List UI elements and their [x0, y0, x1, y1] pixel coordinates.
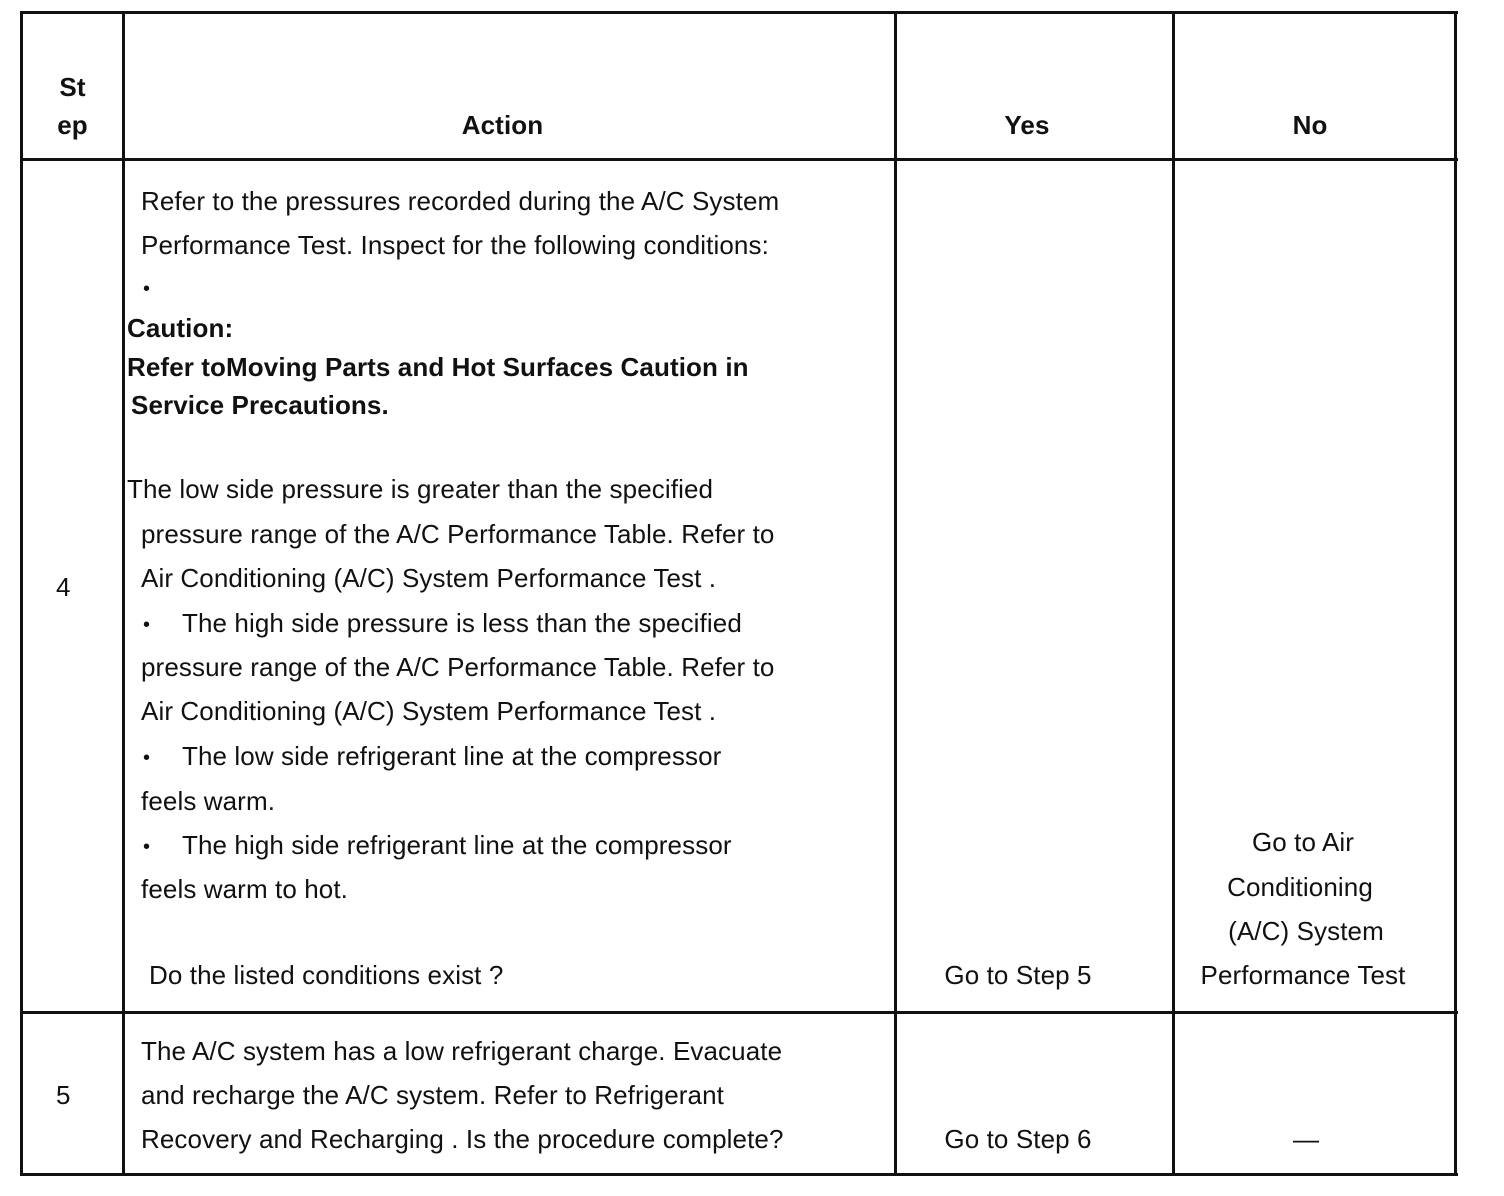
row-4-no-line4: Performance Test [1200, 960, 1406, 990]
row-4-cond3-bullet: • [143, 747, 151, 769]
row-4-cond3-line2: feels warm. [141, 786, 276, 816]
column-divider-yes [1172, 11, 1175, 1176]
row-4-cond2-line2: pressure range of the A/C Performance Table. Refer to [141, 652, 775, 682]
row-4-cond2-bullet: • [143, 614, 151, 636]
row-4-cond4-line1: The high side refrigerant line at the compressor [182, 830, 732, 860]
table-border-bottom [20, 1173, 1458, 1176]
header-step-line1: St [59, 72, 86, 102]
row-4-cond1-line3: Air Conditioning (A/C) System Performance Test . [141, 563, 717, 593]
row-4-caution-line2: Service Precautions. [131, 390, 389, 420]
header-yes: Yes [1004, 110, 1050, 140]
row-4-intro-line1: Refer to the pressures recorded during the A/C System [141, 186, 780, 216]
row-4-cond3-line1: The low side refrigerant line at the compressor [182, 741, 722, 771]
column-divider-action [894, 11, 897, 1176]
row-4-intro-line2: Performance Test. Inspect for the following conditions: [141, 230, 769, 260]
row-4-question: Do the listed conditions exist ? [149, 960, 504, 990]
row-5-action-line3: Recovery and Recharging . Is the procedure complete? [141, 1124, 784, 1154]
row-4-no-line2: Conditioning [1227, 872, 1373, 902]
row-4-cond2-line3: Air Conditioning (A/C) System Performance Test . [141, 696, 717, 726]
row-4-yes: Go to Step 5 [944, 960, 1092, 990]
header-divider [20, 158, 1458, 161]
row-5-step: 5 [56, 1080, 71, 1110]
header-action: Action [461, 110, 544, 140]
header-step [23, 72, 122, 140]
table-border-left [20, 11, 23, 1176]
row-5-yes: Go to Step 6 [944, 1124, 1092, 1154]
row-4-cond1-line1: The low side pressure is greater than the specified [127, 474, 714, 504]
table-border-right [1454, 11, 1457, 1176]
row-4-cond1-line2: pressure range of the A/C Performance Table. Refer to [141, 519, 775, 549]
table-border-top [20, 11, 1458, 14]
header-no: No [1292, 110, 1328, 140]
row-4-cond4-bullet: • [143, 836, 151, 858]
row-4-cond2-line1: The high side pressure is less than the specified [182, 608, 742, 638]
row-4-step: 4 [56, 572, 71, 602]
row-4-caution-label: Caution: [127, 313, 234, 343]
row-5-action-line1: The A/C system has a low refrigerant charge. Evacuate [141, 1036, 783, 1066]
row-5-no: — [1292, 1124, 1320, 1154]
column-divider-step [122, 11, 125, 1176]
row-divider [20, 1011, 1458, 1014]
row-5-action-line2: and recharge the A/C system. Refer to Refrigerant [141, 1080, 724, 1110]
row-4-empty-bullet: • [143, 278, 151, 300]
row-4-no-line3: (A/C) System [1228, 916, 1384, 946]
row-4-cond4-line2: feels warm to hot. [141, 874, 348, 904]
header-step-line2: ep [57, 110, 88, 140]
row-4-caution-line1: Refer toMoving Parts and Hot Surfaces Caution in [127, 352, 749, 382]
row-4-no-line1: Go to Air [1251, 827, 1355, 857]
